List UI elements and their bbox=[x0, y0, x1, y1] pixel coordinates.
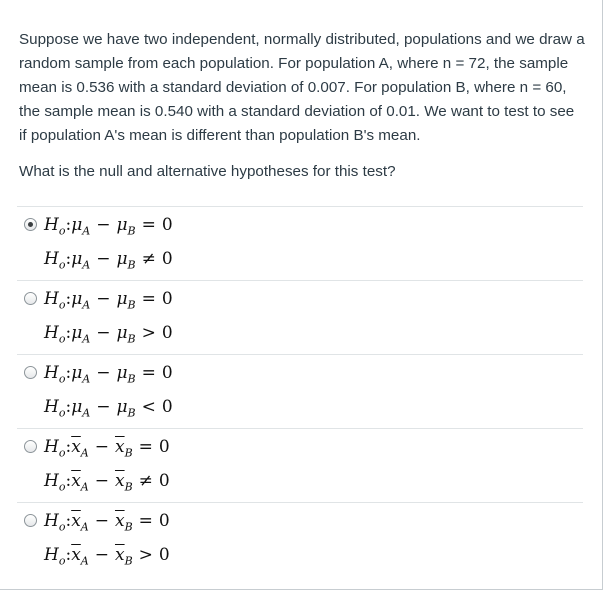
math-token: μ bbox=[71, 249, 83, 269]
math-token: o bbox=[58, 406, 66, 420]
math-token: > bbox=[138, 545, 153, 565]
math-token: o bbox=[58, 298, 66, 312]
math-token: o bbox=[58, 372, 66, 386]
math-token: H bbox=[44, 511, 59, 531]
math-token: $\overline{x}$ bbox=[114, 471, 125, 491]
math-token: = bbox=[141, 363, 156, 383]
math-token: = bbox=[141, 215, 156, 235]
math-token: H bbox=[44, 545, 59, 565]
answer-option-3[interactable] bbox=[17, 354, 583, 428]
null-hypothesis: $H_o:\mu_A - \mu_B = 0$ bbox=[44, 363, 173, 386]
answer-radio-1[interactable] bbox=[24, 218, 37, 231]
answer-option-4[interactable] bbox=[17, 428, 583, 502]
math-token: 0 bbox=[161, 397, 173, 417]
math-token: B bbox=[124, 480, 133, 494]
math-token: 0 bbox=[161, 215, 173, 235]
math-token: A bbox=[80, 554, 89, 568]
math-token: o bbox=[58, 224, 66, 238]
math-token: μ bbox=[116, 289, 128, 309]
math-token: = bbox=[138, 437, 153, 457]
math-token: $\overline{x}$ bbox=[114, 511, 125, 531]
math-token: o bbox=[58, 480, 66, 494]
math-token: H bbox=[44, 363, 59, 383]
math-token: B bbox=[127, 224, 136, 238]
math-token: A bbox=[82, 258, 91, 272]
alternative-hypothesis: $H_o:\overline{x}_A - \overline{x}_B > 0$ bbox=[44, 545, 170, 568]
math-token: $\overline{x}$ bbox=[114, 545, 125, 565]
math-token: o bbox=[58, 520, 66, 534]
answer-option-5[interactable] bbox=[17, 502, 583, 576]
math-token: B bbox=[124, 446, 133, 460]
math-token: μ bbox=[116, 323, 128, 343]
math-token: B bbox=[127, 332, 136, 346]
alternative-hypothesis: $H_o:\mu_A - \mu_B < 0$ bbox=[44, 397, 173, 420]
math-token: $\overline{x}$ bbox=[71, 545, 81, 565]
math-token: μ bbox=[71, 397, 83, 417]
answer-radio-2[interactable] bbox=[24, 292, 37, 305]
math-token: $\overline{x}$ bbox=[71, 471, 81, 491]
math-token: μ bbox=[71, 215, 83, 235]
math-token: > bbox=[141, 323, 156, 343]
math-token: A bbox=[80, 446, 89, 460]
math-token: μ bbox=[116, 363, 128, 383]
null-hypothesis: $H_o:\mu_A - \mu_B = 0$ bbox=[44, 289, 173, 312]
math-token: μ bbox=[116, 397, 128, 417]
null-hypothesis: $H_o:\overline{x}_A - \overline{x}_B = 0$ bbox=[44, 437, 170, 460]
math-token: B bbox=[127, 258, 136, 272]
math-token: o bbox=[58, 332, 66, 346]
math-token: 0 bbox=[158, 471, 170, 491]
alternative-hypothesis: $H_o:\mu_A - \mu_B > 0$ bbox=[44, 323, 173, 346]
answer-radio-3[interactable] bbox=[24, 366, 37, 379]
math-token: = bbox=[138, 511, 153, 531]
question-paragraph-1: Suppose we have two independent, normally distributed, populations and we draw a random sample from each population. For population A, where n = 72, the sample mean is 0.536 with a standard deviation of 0.007. For population B, where n = 60, the sample mean is 0.540 with a standard deviation of 0.01. We want to test to see if population A's mean is different than population B's mean. bbox=[19, 31, 585, 144]
question-paragraph-2: What is the null and alternative hypotheses for this test? bbox=[19, 163, 396, 180]
math-token: 0 bbox=[161, 249, 173, 269]
math-token: < bbox=[141, 397, 156, 417]
answer-option-2[interactable] bbox=[17, 280, 583, 354]
math-token: A bbox=[82, 224, 91, 238]
answer-list bbox=[17, 206, 583, 576]
math-token: H bbox=[44, 249, 59, 269]
math-token: 0 bbox=[158, 437, 170, 457]
math-token: H bbox=[44, 471, 59, 491]
math-token: o bbox=[58, 446, 66, 460]
math-token: A bbox=[82, 372, 91, 386]
math-token: μ bbox=[71, 323, 83, 343]
math-token: 0 bbox=[161, 363, 173, 383]
math-token: 0 bbox=[161, 323, 173, 343]
math-token: H bbox=[44, 215, 59, 235]
answer-radio-4[interactable] bbox=[24, 440, 37, 453]
math-token: o bbox=[58, 554, 66, 568]
math-token: H bbox=[44, 289, 59, 309]
math-token: o bbox=[58, 258, 66, 272]
math-token: ≠ bbox=[138, 471, 153, 491]
math-token: A bbox=[82, 298, 91, 312]
alternative-hypothesis: $H_o:\mu_A - \mu_B \ne 0$ bbox=[44, 249, 173, 272]
math-token: $\overline{x}$ bbox=[71, 511, 81, 531]
answer-radio-5[interactable] bbox=[24, 514, 37, 527]
math-token: 0 bbox=[161, 289, 173, 309]
math-token: H bbox=[44, 323, 59, 343]
question-text bbox=[19, 28, 585, 184]
math-token: A bbox=[80, 480, 89, 494]
math-token: A bbox=[80, 520, 89, 534]
null-hypothesis: $H_o:\overline{x}_A - \overline{x}_B = 0$ bbox=[44, 511, 170, 534]
math-token: $\overline{x}$ bbox=[114, 437, 125, 457]
math-token: B bbox=[124, 520, 133, 534]
math-token: = bbox=[141, 289, 156, 309]
math-token: μ bbox=[116, 249, 128, 269]
math-token: ≠ bbox=[141, 249, 156, 269]
math-token: μ bbox=[71, 363, 83, 383]
math-token: 0 bbox=[158, 545, 170, 565]
math-token: B bbox=[127, 406, 136, 420]
math-token: A bbox=[82, 332, 91, 346]
math-token: H bbox=[44, 397, 59, 417]
math-token: B bbox=[127, 298, 136, 312]
math-token: μ bbox=[71, 289, 83, 309]
answer-option-1[interactable] bbox=[17, 206, 583, 280]
math-token: B bbox=[127, 372, 136, 386]
math-token: $\overline{x}$ bbox=[71, 437, 81, 457]
math-token: μ bbox=[116, 215, 128, 235]
null-hypothesis: $H_o:\mu_A - \mu_B = 0$ bbox=[44, 215, 173, 238]
math-token: B bbox=[124, 554, 133, 568]
math-token: A bbox=[82, 406, 91, 420]
math-token: 0 bbox=[158, 511, 170, 531]
alternative-hypothesis: $H_o:\overline{x}_A - \overline{x}_B \ne 0$ bbox=[44, 471, 170, 494]
math-token: H bbox=[44, 437, 59, 457]
